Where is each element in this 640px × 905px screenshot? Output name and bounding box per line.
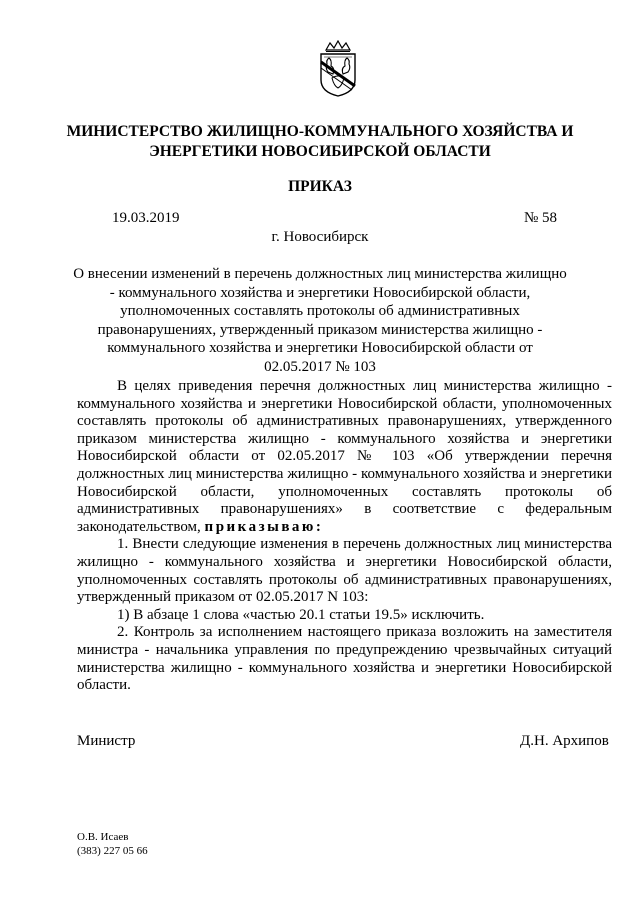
ministry-name-line2: ЭНЕРГЕТИКИ НОВОСИБИРСКОЙ ОБЛАСТИ [149,143,491,160]
ministry-name-line1: МИНИСТЕРСТВО ЖИЛИЩНО-КОММУНАЛЬНОГО ХОЗЯЙСТВА И [66,123,574,140]
document-number: № 58 [524,210,558,226]
signatory-name: Д.Н. Архипов [520,733,609,749]
executor-name: О.В. Исаев [77,831,129,843]
body-item-1-1: 1) В абзаце 1 слова «частью 20.1 статьи 19.5» исключить. [117,606,485,623]
body-preamble [77,378,612,536]
order-word: приказываю: [204,518,324,535]
body-item-1: 1. Внести следующие изменения в перечень должностных лиц министерства жилищно - коммунального хозяйства и энергетики Новосибирской области, уполномоченных составлять протоколы об административных правонарушениях, утвержденный приказом от 02.05.2017 N 103: [77,536,612,606]
executor-phone: (383) 227 05 66 [77,845,148,857]
signatory-title: Министр [77,733,136,749]
body-item-2: 2. Контроль за исполнением настоящего приказа возложить на заместителя министра - начальника управления по предупреждению чрезвычайных ситуаций министерства жилищно - коммунального хозяйства и энергетики Новосибирской области. [77,624,612,694]
novosibirsk-coat-of-arms-icon [316,40,360,98]
preamble-text: В целях приведения перечня должностных лиц министерства жилищно - коммунального хозяйства и энергетики Новосибирской области, уполномоченных составлять протоколы об административных правонарушениях, утвержденного приказом министерства жилищно - коммунального хозяйства и энергетики Новосибирской области от 02.05.2017 № 103 «Об утверждении перечня должностных лиц министерства жилищно - коммунального хозяйства и энергетики Новосибирской области, уполномоченных составлять протоколы об административных правонарушениях» в соответствие с федеральным законодательством, [77,378,612,535]
document-body [77,378,612,695]
document-date: 19.03.2019 [112,210,180,226]
ministry-name [60,122,580,162]
document-city: г. Новосибирск [271,229,369,245]
document-type-title: ПРИКАЗ [288,178,352,195]
document-subject: О внесении изменений в перечень должностных лиц министерства жилищно - коммунального хозяйства и энергетики Новосибирской области, уполномоченных составлять протоколы об административных правонарушениях, утвержденный приказом министерства жилищно - коммунального хозяйства и энергетики Новосибирской области от 02.05.2017 № 103 [73,266,567,375]
executor-block [77,830,148,858]
